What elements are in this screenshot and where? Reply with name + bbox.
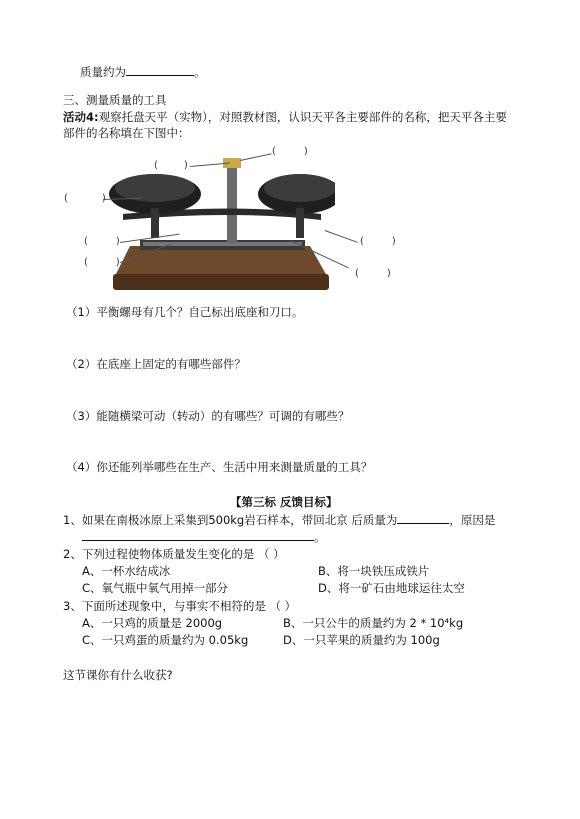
answer-blank[interactable] <box>126 65 194 76</box>
question-4: （4）你还能列举哪些在生产、生活中用来测量质量的工具？ <box>66 460 373 474</box>
balance-illustration <box>95 148 335 298</box>
answer-blank[interactable] <box>397 513 449 524</box>
part-label-right-1[interactable]: ( ) <box>360 236 396 247</box>
part-label-top-right[interactable]: ( ) <box>272 146 308 157</box>
q2-option-a[interactable]: A、一杯水结成冰 <box>82 564 171 578</box>
question-1: （1）平衡螺母有几个？自己标出底座和刀口。 <box>66 305 304 319</box>
feedback-q1: 1、如果在南极冰原上采集到500kg岩石样本，带回北京 后质量为 ，原因是 <box>63 513 496 527</box>
base-front <box>113 274 329 290</box>
closing-question: 这节课你有什么收获? <box>63 668 173 682</box>
q3-option-d[interactable]: D、一只苹果的质量约为 100g <box>283 633 440 647</box>
part-label-right-2[interactable]: ( ) <box>355 268 391 279</box>
answer-blank[interactable] <box>82 530 314 541</box>
q2-option-c[interactable]: C、氧气瓶中氧气用掉一部分 <box>82 581 229 595</box>
activity-line-2: 部件的名称填在下图中： <box>63 126 190 140</box>
q3-option-c[interactable]: C、一只鸡蛋的质量约为 0.05kg <box>82 633 249 647</box>
activity-label: 活动4: <box>63 110 99 124</box>
activity-text: 观察托盘天平（实物），对照教材图，认识天平各主要部件的名称，把天平各主要 <box>98 110 507 124</box>
mass-approx-line <box>80 65 206 79</box>
section-heading: 三、测量质量的工具 <box>63 93 167 107</box>
mass-approx-suffix: 。 <box>194 65 206 79</box>
question-3: （3）能随横梁可动（转动）的有哪些？可调的有哪些？ <box>66 409 350 423</box>
feedback-q1-line2: 。 <box>82 530 326 544</box>
part-label-left[interactable]: ( <box>64 193 68 204</box>
feedback-title: 【第三标 反馈目标】 <box>230 495 338 509</box>
q2-option-b[interactable]: B、将一块铁压成铁片 <box>318 564 430 578</box>
q3-option-a[interactable]: A、一只鸡的质量是 2000g <box>82 616 223 630</box>
pillar <box>227 168 237 243</box>
question-2: （2）在底座上固定的有哪些部件？ <box>66 357 246 371</box>
mass-approx-prefix: 质量约为 <box>80 65 126 79</box>
q2-option-d[interactable]: D、将一矿石由地球运往太空 <box>318 581 465 595</box>
part-label-mid-left-1[interactable]: ( ) <box>84 236 120 247</box>
q3-option-b[interactable]: B、一只公牛的质量约为 2 * 10⁴kg <box>283 616 464 630</box>
activity-line-1 <box>63 110 507 124</box>
base <box>115 246 327 276</box>
part-label-top-left[interactable]: ( ) <box>154 160 188 171</box>
balance-image <box>95 148 335 298</box>
part-label-mid-left-2[interactable]: ( ) <box>84 257 120 268</box>
feedback-q3: 3、下面所述现象中，与事实不相符的是 （ ） <box>63 599 297 613</box>
feedback-q2: 2、下列过程使物体质量发生变化的是 （ ） <box>63 547 285 561</box>
